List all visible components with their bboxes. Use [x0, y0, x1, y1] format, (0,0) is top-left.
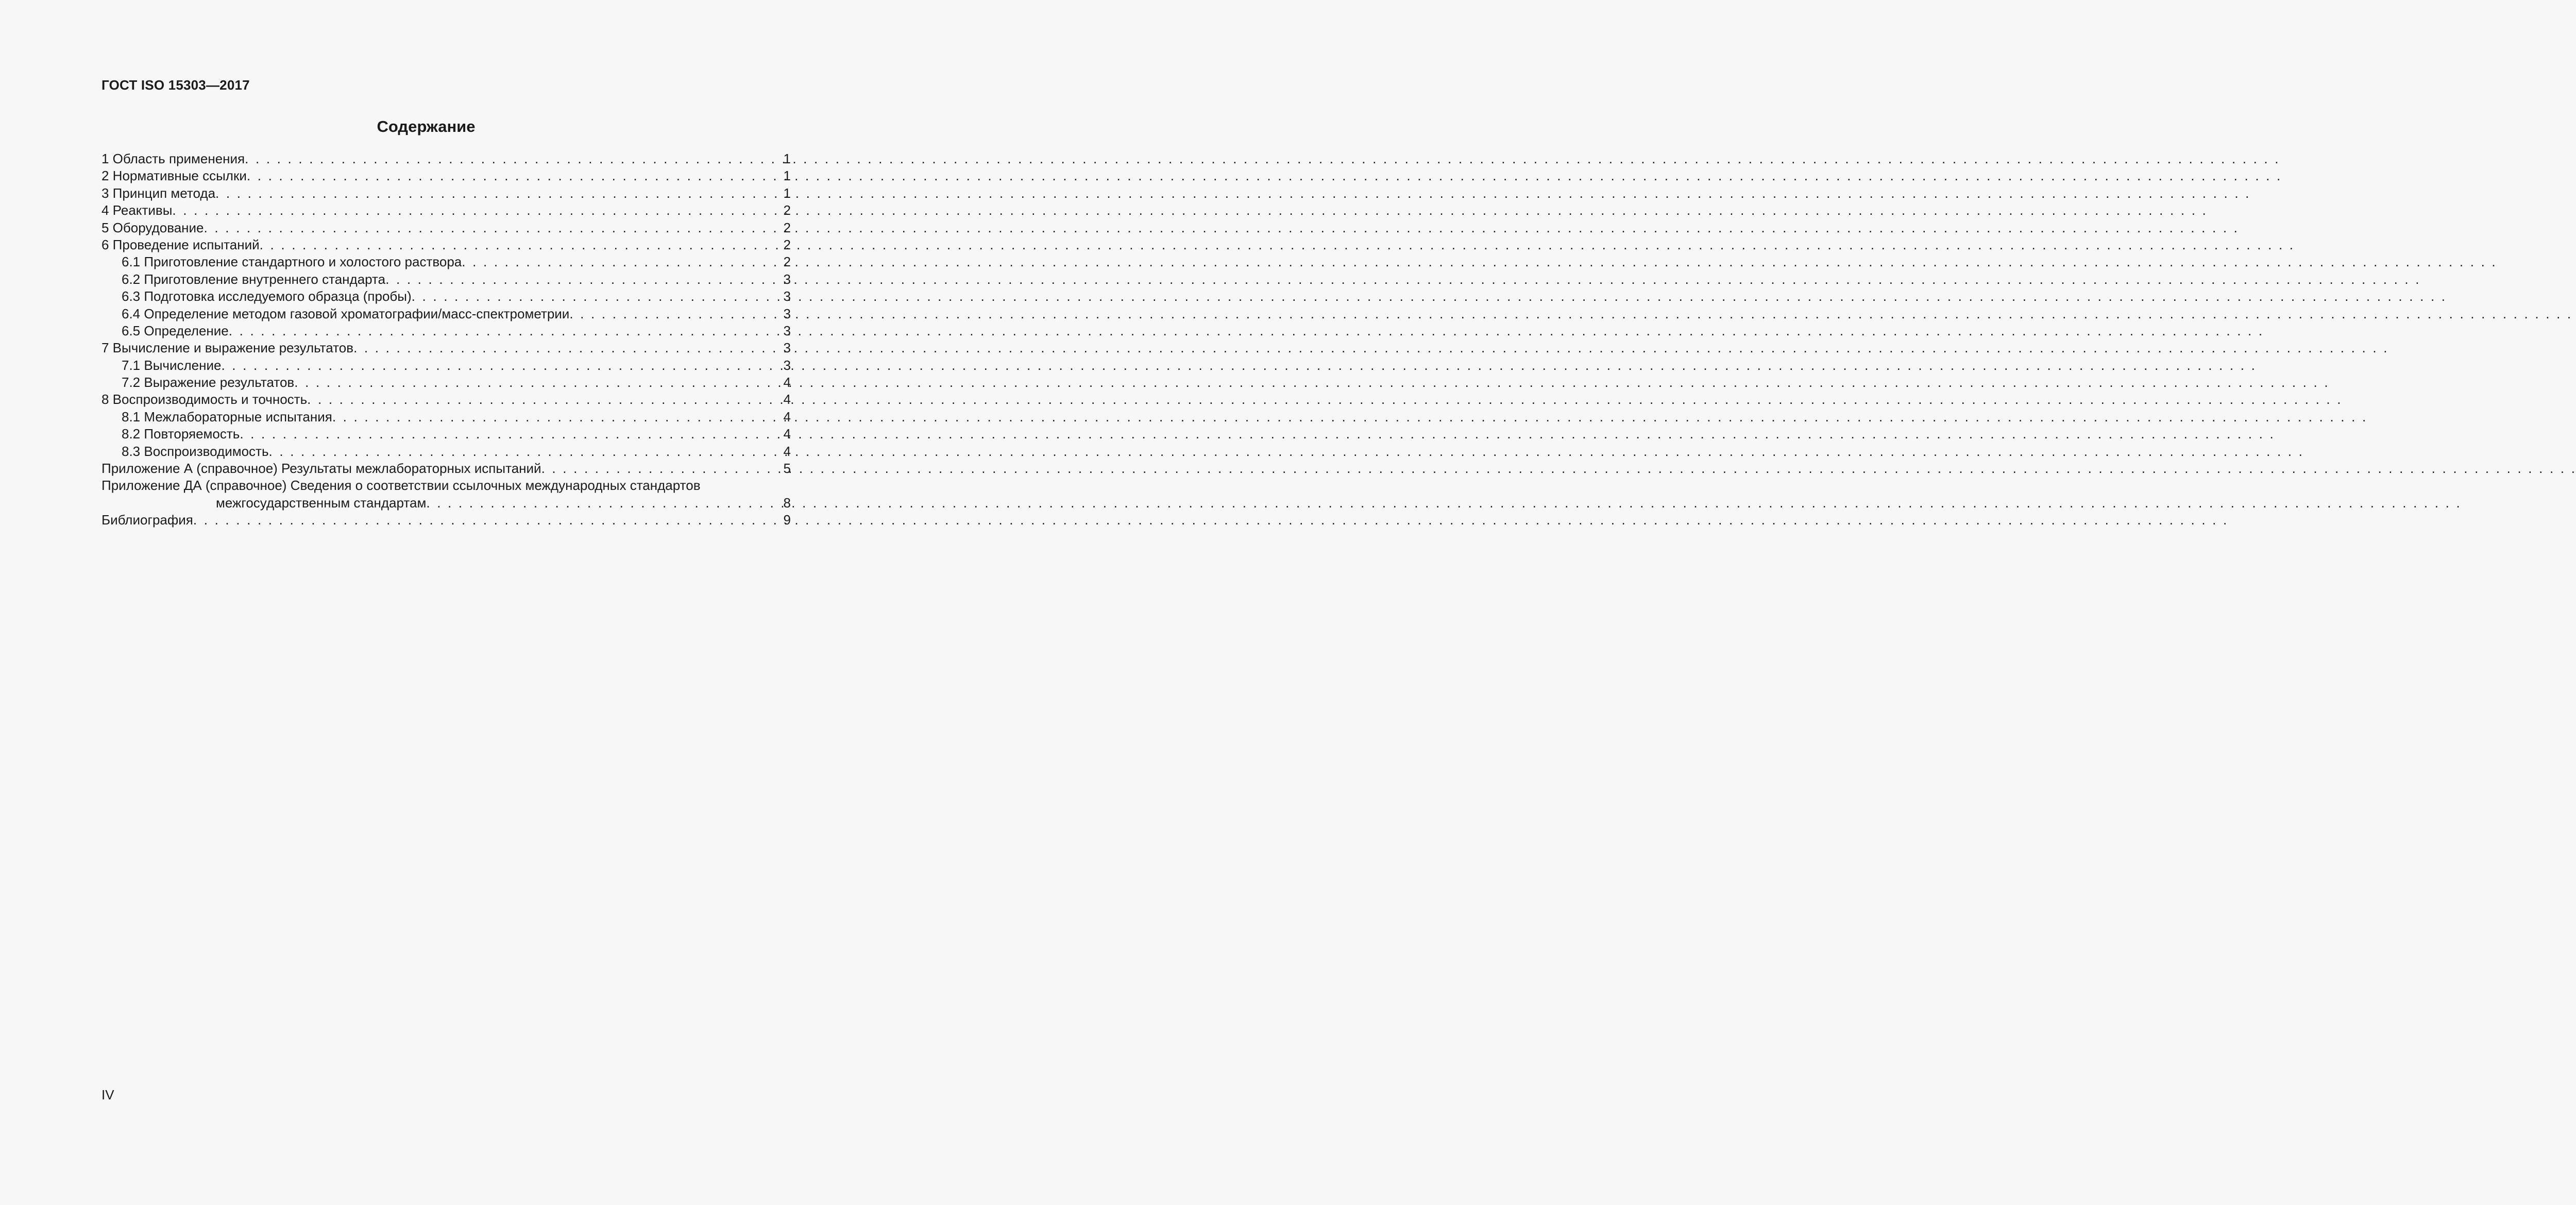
toc-entry-label: 6.4 Определение методом газовой хроматографии/масс-спектрометрии	[122, 306, 570, 321]
toc-entry[interactable]	[101, 374, 791, 391]
toc-leader-dots	[569, 306, 783, 323]
toc-leader-dots	[307, 391, 783, 408]
toc-leader-dots	[229, 323, 784, 340]
toc-entry[interactable]	[101, 495, 791, 512]
toc-entry[interactable]	[101, 306, 791, 323]
toc-entry-page: 3	[783, 340, 791, 356]
table-of-contents	[101, 150, 791, 529]
toc-entry-label: 8.2 Повторяемость	[122, 426, 240, 442]
toc-leader-dots	[332, 409, 784, 426]
toc-entry[interactable]	[101, 323, 791, 340]
toc-entry[interactable]	[101, 391, 791, 408]
toc-leader-dots	[245, 150, 783, 167]
toc-entry[interactable]	[101, 271, 791, 288]
toc-entry[interactable]	[101, 185, 791, 202]
toc-entry-page: 4	[783, 375, 791, 391]
toc-entry-label: 1 Область применения	[101, 150, 245, 166]
toc-leader-dots	[240, 426, 783, 443]
page-number: IV	[101, 1087, 114, 1102]
toc-entry-page: 4	[783, 426, 791, 442]
toc-entry-label: 5 Оборудование	[101, 219, 204, 235]
toc-leader-dots	[541, 460, 784, 477]
toc-entry-page: 3	[783, 357, 791, 373]
toc-entry-label: 6.1 Приготовление стандартного и холостого раствора	[122, 254, 462, 270]
toc-entry-label: 8 Воспроизводимость и точность	[101, 392, 308, 408]
toc-entry-page: 3	[783, 271, 791, 287]
toc-leader-dots	[353, 340, 783, 357]
toc-leader-dots	[412, 288, 784, 305]
toc-entry[interactable]	[101, 219, 791, 236]
toc-leader-dots	[385, 271, 783, 288]
toc-entry-label: 6.5 Определение	[122, 323, 229, 338]
toc-entry-label: 7.2 Выражение результатов	[122, 375, 295, 391]
toc-entry[interactable]	[101, 426, 791, 443]
toc-entry[interactable]	[101, 150, 791, 167]
toc-entry-page: 2	[783, 254, 791, 270]
toc-leader-dots	[193, 512, 784, 529]
toc-entry-page: 4	[783, 443, 791, 459]
toc-entry-continuation: межгосударственным стандартам	[216, 495, 427, 511]
toc-entry-label: 8.3 Воспроизводимость	[122, 443, 269, 459]
toc-entry-page: 8	[783, 495, 791, 511]
toc-entry[interactable]	[101, 167, 791, 184]
toc-entry[interactable]	[101, 357, 791, 374]
toc-entry-label: 4 Реактивы	[101, 202, 173, 218]
toc-leader-dots	[269, 443, 784, 460]
toc-entry-label: 2 Нормативные ссылки	[101, 168, 247, 184]
toc-leader-dots	[426, 495, 783, 512]
toc-entry-label: 6.3 Подготовка исследуемого образца (пробы)	[122, 288, 412, 304]
toc-entry[interactable]	[101, 202, 791, 219]
toc-leader-dots	[260, 236, 784, 253]
toc-entry-page: 5	[783, 461, 791, 477]
toc-entry-page: 1	[783, 168, 791, 184]
toc-entry[interactable]	[101, 512, 791, 529]
toc-entry[interactable]	[101, 460, 791, 477]
toc-leader-dots	[172, 202, 783, 219]
toc-entry-label: 6.2 Приготовление внутреннего стандарта	[122, 271, 386, 287]
toc-entry-page: 9	[783, 512, 791, 528]
toc-entry[interactable]	[101, 288, 791, 305]
toc-entry-label[interactable]: Приложение ДА (справочное) Сведения о соответствии ссылочных международных стандартов	[101, 478, 701, 494]
toc-entry-label: 8.1 Межлабораторные испытания	[122, 409, 332, 425]
toc-leader-dots	[204, 219, 784, 236]
toc-leader-dots	[247, 167, 784, 184]
toc-entry[interactable]	[101, 236, 791, 253]
toc-entry[interactable]	[101, 409, 791, 426]
toc-entry-label: 3 Принцип метода	[101, 185, 216, 201]
toc-entry-page: 2	[783, 236, 791, 252]
toc-entry-page: 1	[783, 185, 791, 201]
toc-entry-page: 3	[783, 306, 791, 321]
toc-title: Содержание	[377, 117, 476, 135]
toc-leader-dots	[462, 253, 783, 270]
toc-entry-label: 7.1 Вычисление	[122, 357, 222, 373]
toc-entry-page: 4	[783, 409, 791, 425]
toc-entry-label: 7 Вычисление и выражение результатов	[101, 340, 354, 356]
toc-leader-dots	[294, 374, 783, 391]
toc-entry[interactable]	[101, 443, 791, 460]
toc-entry-page: 2	[783, 202, 791, 218]
toc-entry-page: 3	[783, 288, 791, 304]
toc-entry-page: 3	[783, 323, 791, 338]
toc-leader-dots	[215, 185, 783, 202]
toc-entry-label: 6 Проведение испытаний	[101, 236, 260, 252]
toc-leader-dots	[221, 357, 783, 374]
toc-entry-page: 1	[783, 150, 791, 166]
toc-entry[interactable]	[101, 340, 791, 357]
toc-entry-label: Библиография	[101, 512, 193, 528]
toc-entry-label: Приложение А (справочное) Результаты межлабораторных испытаний	[101, 461, 541, 477]
toc-entry[interactable]	[101, 253, 791, 270]
toc-entry-page: 4	[783, 392, 791, 408]
toc-entry-page: 2	[783, 219, 791, 235]
document-header: ГОСТ ISO 15303—2017	[101, 77, 250, 93]
